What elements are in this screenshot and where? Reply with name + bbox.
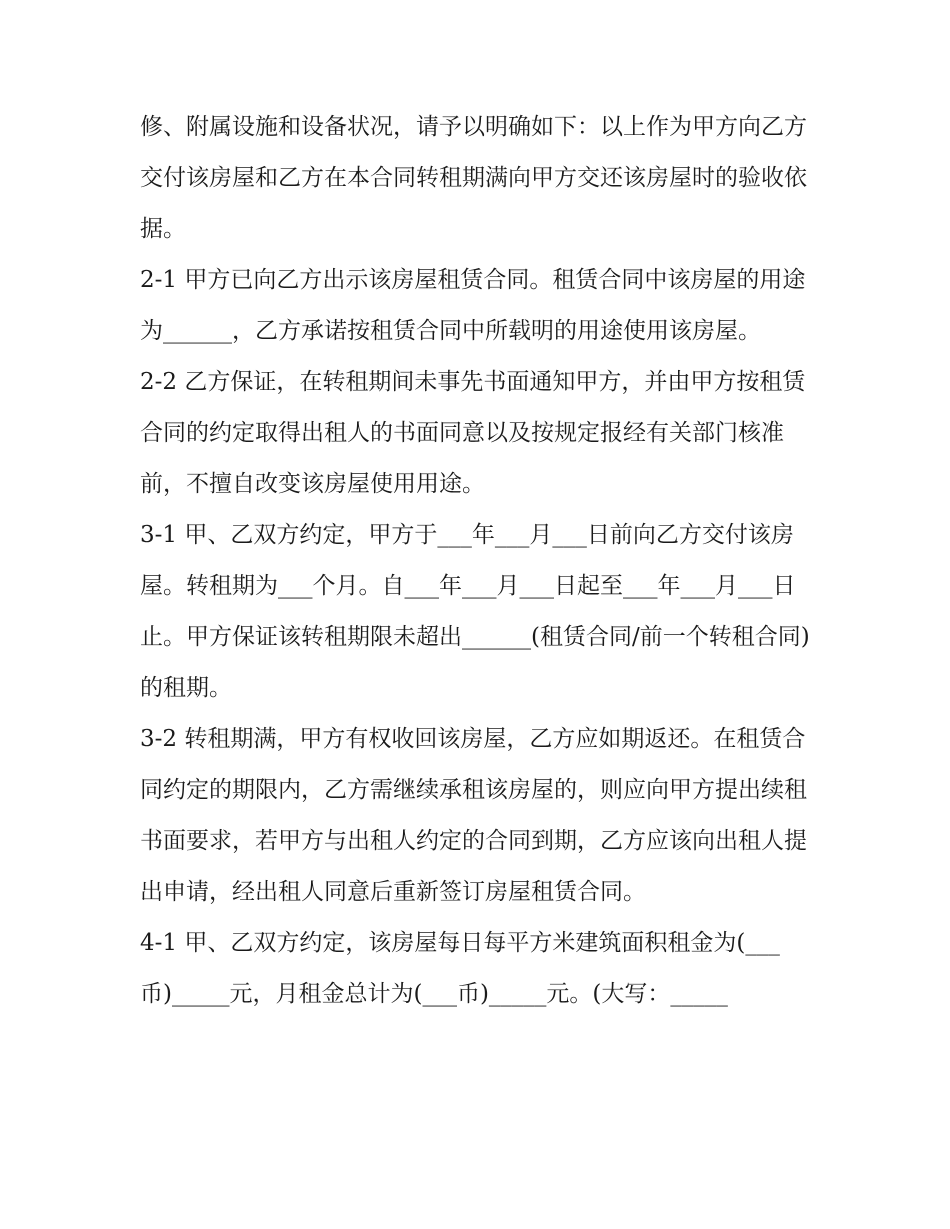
paragraph-3-1: 3-1 甲、乙双方约定，甲方于___年___月___日前向乙方交付该房屋。转租期为___个月。自___年___月___日起至___年___月___日止。甲方保证该转租期限未超出______(租赁合同/前一个转租合同)的租期。 xyxy=(140,522,810,701)
paragraph-2-1: 2-1 甲方已向乙方出示该房屋租赁合同。租赁合同中该房屋的用途为______，乙方承诺按租赁合同中所载明的用途使用该房屋。 xyxy=(140,267,806,344)
paragraph-intro: 修、附属设施和设备状况，请予以明确如下：以上作为甲方向乙方交付该房屋和乙方在本合同转租期满向甲方交还该房屋时的验收依据。 xyxy=(140,114,807,242)
paragraph-4-1: 4-1 甲、乙双方约定，该房屋每日每平方米建筑面积租金为(___币)_____元，月租金总计为(___币)_____元。(大写：_____ xyxy=(140,930,780,1007)
paragraph-3-2: 3-2 转租期满，甲方有权收回该房屋，乙方应如期返还。在租赁合同约定的期限内，乙方需继续承租该房屋的，则应向甲方提出续租书面要求，若甲方与出租人约定的合同到期，乙方应该向出租人提出申请，经出租人同意后重新签订房屋租赁合同。 xyxy=(140,726,807,905)
document-page xyxy=(140,102,820,1020)
paragraph-2-2: 2-2 乙方保证，在转租期间未事先书面通知甲方，并由甲方按租赁合同的约定取得出租人的书面同意以及按规定报经有关部门核准前，不擅自改变该房屋使用用途。 xyxy=(140,369,806,497)
